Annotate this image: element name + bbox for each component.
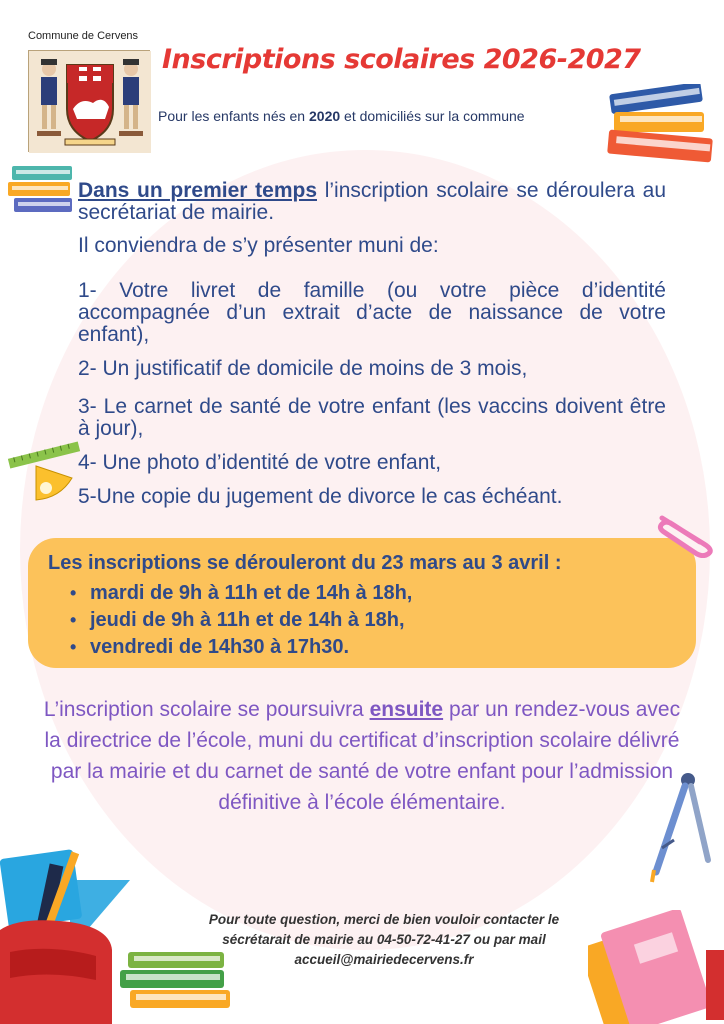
list-item: 2- Un justificatif de domicile de moins de 3 mois, — [78, 357, 528, 380]
paperclip-icon — [654, 508, 718, 563]
contact-line-2: sécrétarait de mairie au 04-50-72-41-27 ou par mail — [222, 932, 546, 947]
list-item: 4- Une photo d’identité de votre enfant, — [78, 451, 442, 474]
list-item: 1- Votre livret de famille (ou votre pièce d’identité accompagnée d’un extrait d’acte de naissance de votre enfant), — [78, 279, 666, 346]
book-stack-icon — [606, 84, 718, 173]
compass-icon — [648, 770, 712, 889]
intro-line2: Il conviendra de s’y présenter muni de: — [78, 234, 439, 257]
follow-pre: L’inscription scolaire se poursuivra — [43, 698, 370, 721]
follow-up-paragraph — [38, 694, 686, 818]
notebook-icon — [588, 910, 724, 1024]
ruler-icon — [6, 436, 82, 511]
coat-of-arms — [28, 50, 150, 152]
schedule-slot: • jeudi de 9h à 11h et de 14h à 18h, — [70, 607, 412, 634]
subtitle-pre: Pour les enfants nés en — [158, 108, 309, 124]
intro-lead: Dans un premier temps — [78, 179, 317, 202]
contact-info — [150, 910, 618, 970]
page-title: Inscriptions scolaires 2026-2027 — [162, 44, 641, 75]
contact-email[interactable]: accueil@mairiedecervens.fr — [294, 952, 474, 967]
schedule-list — [70, 580, 412, 661]
subtitle — [158, 108, 525, 124]
list-item: 5-Une copie du jugement de divorce le cas échéant. — [78, 485, 563, 508]
subtitle-post: et domiciliés sur la commune — [340, 108, 525, 124]
commune-name: Commune de Cervens — [28, 30, 139, 42]
schedule-title: Les inscriptions se dérouleront du 23 mars au 3 avril : — [48, 552, 562, 574]
contact-line-1: Pour toute question, merci de bien vouloir contacter le — [208, 912, 560, 927]
schedule-slot: • vendredi de 14h30 à 17h30. — [70, 634, 412, 661]
intro-rest: l’inscription scolaire se déroulera au secrétariat de mairie. — [78, 179, 666, 224]
list-item: 3- Le carnet de santé de votre enfant (les vaccins doivent être à jour), — [78, 395, 666, 440]
follow-emphasis: ensuite — [369, 698, 444, 721]
intro-paragraph — [78, 180, 666, 224]
subtitle-year: 2020 — [309, 108, 341, 124]
follow-post: par un rendez-vous avec la directrice de l’école, muni du certificat d’inscription scolaire délivré par la mairie et du carnet de santé de votre enfant pour l’admission définitive à l’école élémentaire. — [44, 698, 681, 814]
book-stack-icon — [8, 164, 78, 221]
schedule-slot: • mardi de 9h à 11h et de 14h à 18h, — [70, 580, 412, 607]
